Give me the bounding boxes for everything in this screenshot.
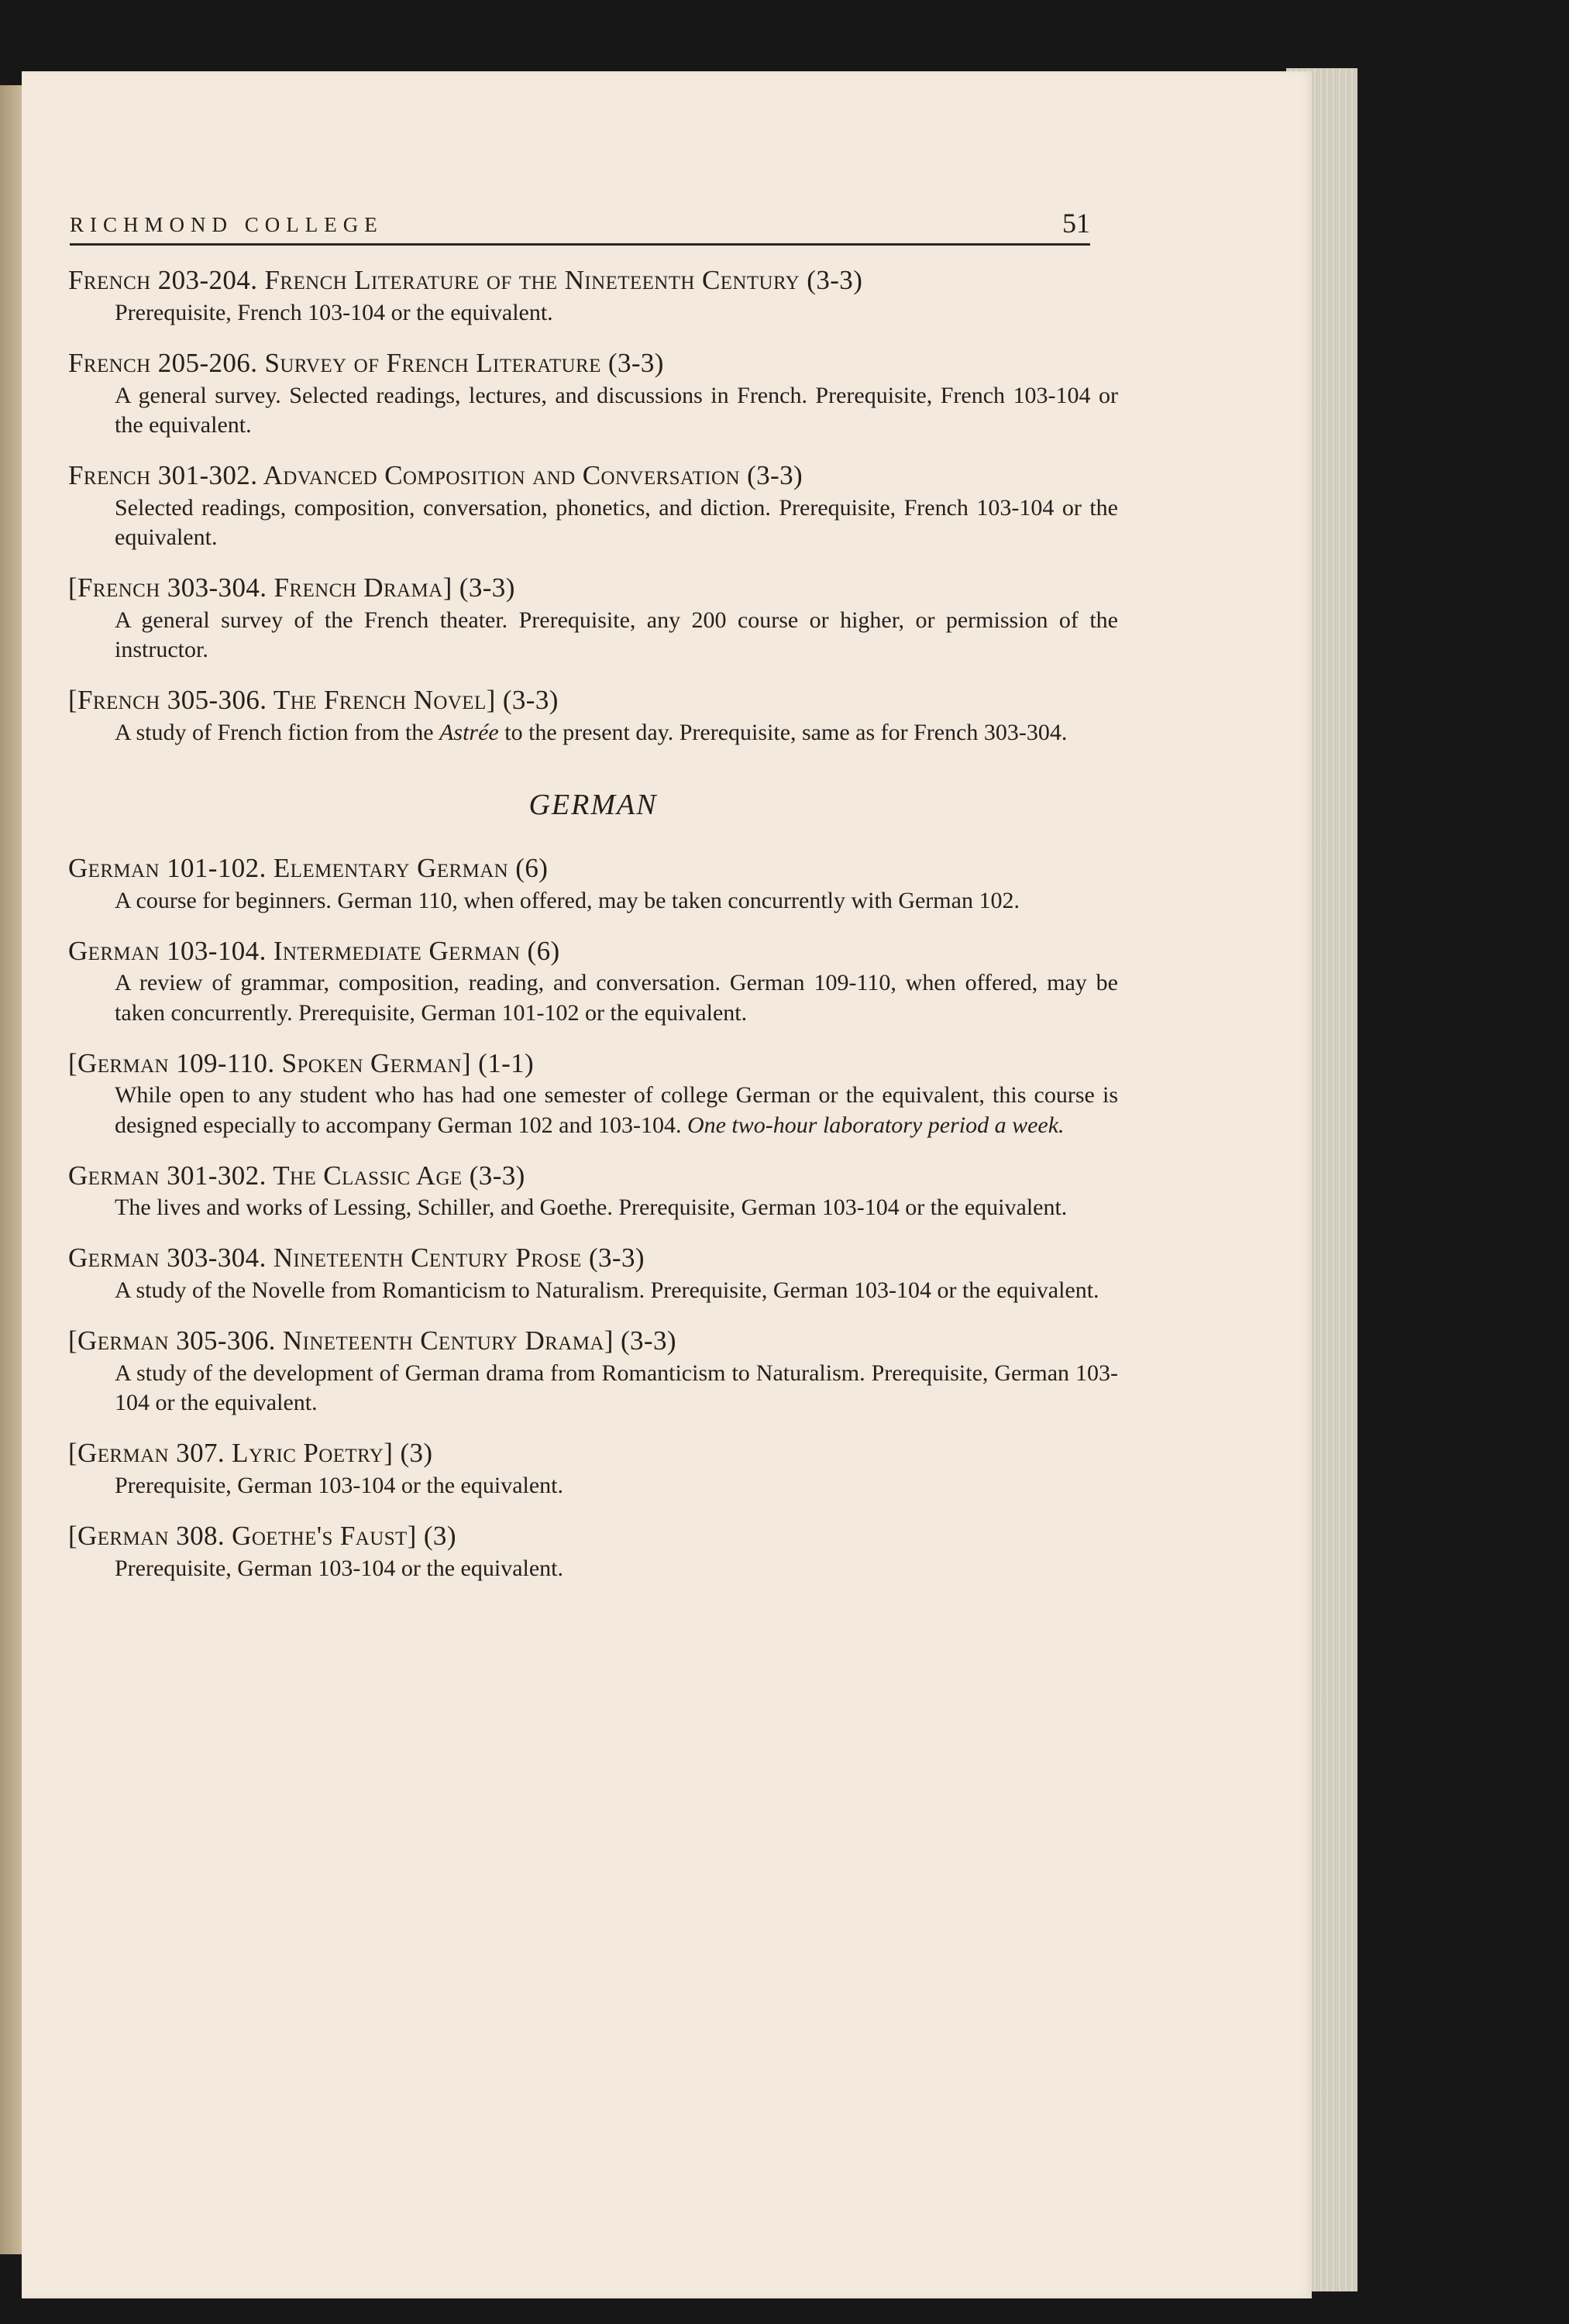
course-entry bbox=[68, 1047, 1118, 1140]
course-entry bbox=[68, 1519, 1118, 1583]
italic-title: Astrée bbox=[439, 719, 499, 745]
running-head: RICHMOND COLLEGE bbox=[70, 213, 384, 236]
course-entry bbox=[68, 263, 1118, 328]
page-header bbox=[70, 186, 1090, 246]
course-entry bbox=[68, 1241, 1118, 1305]
course-description: Prerequisite, French 103-104 or the equivalent. bbox=[115, 299, 553, 325]
course-description: Prerequisite, German 103-104 or the equivalent. bbox=[115, 1556, 563, 1582]
course-description: The lives and works of Lessing, Schiller, and Goethe. Prerequisite, German 103-104 or the equivalent. bbox=[115, 1195, 1068, 1221]
course-title: German 303-304. Nineteenth Century Prose (3-3) bbox=[68, 1243, 645, 1274]
course-description: A review of grammar, composition, reading, and conversation. German 109-110, when offered, may be taken concurrently. Prerequisite, German 101-102 or the equivalent. bbox=[115, 970, 1118, 1026]
course-entry bbox=[68, 934, 1118, 1028]
course-description: A course for beginners. German 110, when offered, may be taken concurrently with German 102. bbox=[115, 887, 1020, 913]
italic-note: One two-hour laboratory period a week. bbox=[686, 1112, 1065, 1138]
course-title: [French 303-304. French Drama] (3-3) bbox=[68, 572, 515, 603]
course-description: A general survey of the French theater. Prerequisite, any 200 course or higher, or permission of the instructor. bbox=[115, 607, 1118, 662]
book-spine-edge bbox=[0, 85, 22, 2254]
course-title: [French 305-306. The French Novel] (3-3) bbox=[68, 684, 559, 715]
course-title: German 101-102. Elementary German (6) bbox=[68, 852, 549, 883]
course-entry bbox=[68, 346, 1118, 440]
course-title: [German 307. Lyric Poetry] (3) bbox=[68, 1438, 433, 1469]
course-description: A general survey. Selected readings, lectures, and discussions in French. Prerequisite, French 103-104 or the equivalent. bbox=[115, 382, 1118, 438]
course-title: German 103-104. Intermediate German (6) bbox=[68, 935, 560, 966]
course-entry bbox=[68, 1159, 1118, 1223]
course-title: French 301-302. Advanced Composition and Conversation (3-3) bbox=[68, 459, 803, 490]
page-number: 51 bbox=[1062, 208, 1090, 239]
course-title: French 205-206. Survey of French Literature (3-3) bbox=[68, 347, 664, 378]
course-title: [German 308. Goethe's Faust] (3) bbox=[68, 1521, 456, 1552]
page-content bbox=[68, 263, 1118, 1602]
course-entry bbox=[68, 459, 1118, 552]
course-description: A study of the development of German drama from Romanticism to Naturalism. Prerequisite, German 103-104 or the equivalent. bbox=[115, 1360, 1118, 1416]
course-description: A study of the Novelle from Romanticism to Naturalism. Prerequisite, German 103-104 or the equivalent. bbox=[115, 1277, 1099, 1304]
course-title: [German 305-306. Nineteenth Century Drama] (3-3) bbox=[68, 1325, 676, 1356]
course-title: [German 109-110. Spoken German] (1-1) bbox=[68, 1047, 535, 1078]
course-entry bbox=[68, 1324, 1118, 1418]
description-text: to the present day. Prerequisite, same as for French 303-304. bbox=[498, 719, 1068, 745]
course-description: Selected readings, composition, conversation, phonetics, and diction. Prerequisite, French 103-104 or the equivalent. bbox=[115, 494, 1118, 550]
course-entry bbox=[68, 683, 1118, 748]
course-title: German 301-302. The Classic Age (3-3) bbox=[68, 1160, 525, 1191]
description-text: While open to any student who has had one semester of college German or the equivalent, this course is designed especially to accompany German 102 and 103-104. bbox=[115, 1082, 1118, 1138]
description-text: A study of French fiction from the bbox=[115, 719, 440, 745]
course-entry bbox=[68, 1436, 1118, 1501]
course-description: Prerequisite, German 103-104 or the equivalent. bbox=[115, 1473, 563, 1499]
course-title: French 203-204. French Literature of the Nineteenth Century (3-3) bbox=[68, 265, 863, 295]
section-heading-german: GERMAN bbox=[528, 788, 658, 821]
course-description bbox=[68, 718, 1118, 748]
course-entry bbox=[68, 851, 1118, 916]
course-entry bbox=[68, 571, 1118, 665]
course-description bbox=[68, 1081, 1118, 1140]
